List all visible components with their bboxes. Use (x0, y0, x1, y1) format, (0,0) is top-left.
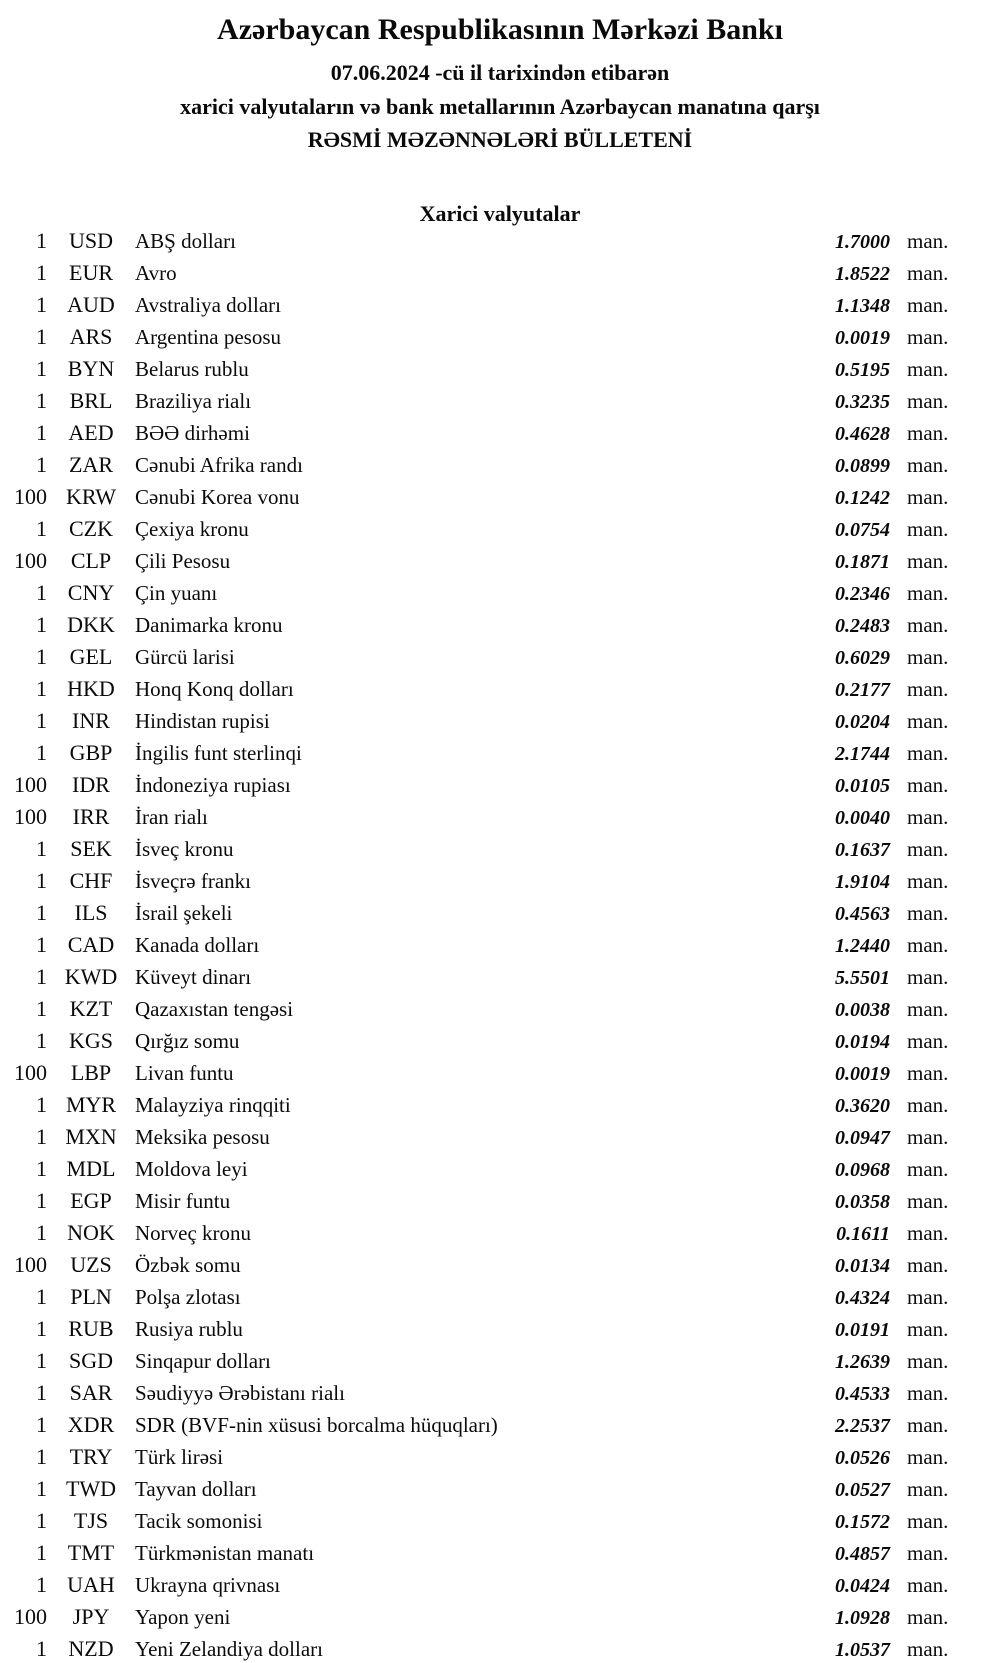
row-currency-name: Moldova leyi (135, 1157, 248, 1181)
row-currency-name: İran rialı (135, 805, 208, 829)
table-row (0, 1569, 1000, 1601)
row-currency-name: İsveçrə frankı (135, 869, 252, 893)
row-currency-name: Rusiya rublu (135, 1317, 243, 1341)
row-currency-code: CHF (69, 868, 113, 893)
table-row (0, 897, 1000, 929)
row-rate-value: 0.1611 (836, 1223, 890, 1245)
row-quantity: 1 (36, 676, 47, 701)
row-quantity: 1 (36, 900, 47, 925)
row-rate-unit: man. (907, 741, 949, 765)
row-currency-code: ILS (74, 900, 108, 925)
row-quantity: 1 (36, 612, 47, 637)
table-row (0, 609, 1000, 641)
row-currency-name: Braziliya rialı (135, 389, 252, 413)
row-rate-unit: man. (907, 1317, 949, 1341)
row-quantity: 1 (36, 1508, 47, 1533)
row-quantity: 100 (14, 1060, 47, 1085)
row-quantity: 1 (36, 836, 47, 861)
table-row (0, 1057, 1000, 1089)
row-quantity: 1 (36, 1156, 47, 1181)
row-currency-code: INR (72, 708, 110, 733)
row-rate-value: 1.8522 (835, 263, 890, 285)
row-currency-name: Qazaxıstan tengəsi (135, 997, 294, 1021)
row-rate-unit: man. (907, 485, 949, 509)
table-row (0, 1441, 1000, 1473)
effective-date-line: 07.06.2024 -cü il tarixindən etibarən (330, 60, 670, 85)
row-currency-code: AED (68, 420, 114, 445)
row-rate-value: 0.0134 (835, 1255, 890, 1277)
row-currency-name: Kanada dolları (135, 933, 260, 957)
row-rate-value: 0.0358 (835, 1191, 890, 1213)
row-rate-value: 0.0968 (835, 1159, 890, 1181)
row-quantity: 1 (36, 1412, 47, 1437)
row-currency-name: Misir funtu (135, 1189, 231, 1213)
row-rate-unit: man. (907, 869, 949, 893)
row-quantity: 1 (36, 1316, 47, 1341)
row-currency-code: KZT (69, 996, 113, 1021)
table-row (0, 1601, 1000, 1633)
row-currency-code: TRY (69, 1444, 113, 1469)
row-currency-code: NOK (67, 1220, 115, 1245)
row-rate-value: 0.0899 (835, 455, 890, 477)
row-rate-value: 2.2537 (835, 1415, 890, 1437)
row-quantity: 100 (14, 1252, 47, 1277)
row-currency-name: Küveyt dinarı (135, 965, 252, 989)
row-quantity: 1 (36, 708, 47, 733)
table-row (0, 1153, 1000, 1185)
row-currency-code: EUR (69, 260, 113, 285)
row-currency-name: İsveç kronu (135, 837, 234, 861)
table-row (0, 865, 1000, 897)
row-rate-value: 0.4628 (835, 423, 890, 445)
row-currency-name: Yeni Zelandiya dolları (135, 1637, 323, 1661)
row-currency-name: Cənubi Afrika randı (135, 453, 303, 477)
row-quantity: 1 (36, 292, 47, 317)
bulletin-title: RƏSMİ MƏZƏNNƏLƏRİ BÜLLETENİ (307, 127, 693, 152)
table-row (0, 993, 1000, 1025)
row-quantity: 100 (14, 548, 47, 573)
row-rate-unit: man. (907, 389, 949, 413)
page-title: Azərbaycan Respublikasının Mərkəzi Bankı (217, 13, 783, 46)
table-row (0, 577, 1000, 609)
row-currency-code: DKK (67, 612, 115, 637)
row-currency-name: Türk lirəsi (135, 1445, 224, 1469)
table-row (0, 1345, 1000, 1377)
row-rate-value: 0.1242 (835, 487, 890, 509)
row-quantity: 1 (36, 1220, 47, 1245)
row-quantity: 100 (14, 772, 47, 797)
table-row (0, 929, 1000, 961)
row-rate-value: 0.0194 (835, 1031, 890, 1053)
row-rate-value: 1.0928 (835, 1607, 890, 1629)
row-rate-unit: man. (907, 293, 949, 317)
row-rate-value: 0.0038 (835, 999, 890, 1021)
row-rate-unit: man. (907, 261, 949, 285)
row-currency-code: IDR (72, 772, 110, 797)
row-currency-name: Norveç kronu (135, 1221, 252, 1245)
row-currency-code: CZK (69, 516, 113, 541)
row-rate-unit: man. (907, 357, 949, 381)
row-currency-code: SGD (68, 1348, 113, 1373)
row-currency-code: ZAR (69, 452, 113, 477)
row-rate-value: 0.2346 (835, 583, 890, 605)
row-rate-value: 1.2440 (835, 935, 890, 957)
table-row (0, 1313, 1000, 1345)
row-rate-unit: man. (907, 901, 949, 925)
row-rate-unit: man. (907, 1445, 949, 1469)
table-row (0, 417, 1000, 449)
table-row (0, 257, 1000, 289)
row-currency-name: Malayziya rinqqiti (135, 1093, 291, 1117)
row-quantity: 1 (36, 1380, 47, 1405)
row-rate-unit: man. (907, 1541, 949, 1565)
row-rate-unit: man. (907, 1413, 949, 1437)
row-quantity: 1 (36, 1636, 47, 1661)
table-row (0, 449, 1000, 481)
table-row (0, 385, 1000, 417)
row-rate-value: 0.4324 (835, 1287, 890, 1309)
row-quantity: 1 (36, 932, 47, 957)
row-currency-code: KRW (65, 484, 117, 509)
table-row (0, 833, 1000, 865)
row-rate-unit: man. (907, 645, 949, 669)
row-quantity: 1 (36, 1348, 47, 1373)
row-rate-value: 0.0019 (835, 1063, 890, 1085)
row-currency-name: Livan funtu (135, 1061, 234, 1085)
row-rate-unit: man. (907, 997, 949, 1021)
row-currency-code: IRR (72, 804, 110, 829)
table-row (0, 1281, 1000, 1313)
row-rate-value: 0.1572 (835, 1511, 890, 1533)
row-rate-value: 1.0537 (835, 1639, 890, 1661)
row-quantity: 1 (36, 964, 47, 989)
row-rate-value: 0.1871 (835, 551, 890, 573)
row-currency-code: HKD (67, 676, 115, 701)
row-rate-value: 1.1348 (835, 295, 890, 317)
row-currency-name: Özbək somu (135, 1253, 241, 1277)
table-row (0, 961, 1000, 993)
table-row (0, 225, 1000, 257)
row-quantity: 1 (36, 324, 47, 349)
row-quantity: 1 (36, 516, 47, 541)
row-currency-code: MYR (65, 1092, 117, 1117)
row-currency-name: Tayvan dolları (135, 1477, 257, 1501)
row-currency-name: BƏƏ dirhəmi (135, 421, 250, 445)
row-currency-code: BYN (67, 356, 115, 381)
section-title-foreign-currencies: Xarici valyutalar (419, 201, 581, 226)
row-rate-unit: man. (907, 837, 949, 861)
subtitle-line: xarici valyutaların və bank metallarının Azərbaycan manatına qarşı (180, 94, 820, 119)
row-quantity: 1 (36, 868, 47, 893)
table-row (0, 1377, 1000, 1409)
row-rate-value: 0.0204 (835, 711, 890, 733)
row-rate-value: 0.0526 (835, 1447, 890, 1469)
row-quantity: 1 (36, 1476, 47, 1501)
row-quantity: 1 (36, 996, 47, 1021)
row-rate-unit: man. (907, 1381, 949, 1405)
table-row (0, 545, 1000, 577)
table-row (0, 1473, 1000, 1505)
table-row (0, 1537, 1000, 1569)
table-row (0, 1185, 1000, 1217)
row-currency-code: UZS (70, 1252, 112, 1277)
table-row (0, 737, 1000, 769)
row-rate-value: 0.4857 (835, 1543, 890, 1565)
row-currency-name: Hindistan rupisi (135, 709, 270, 733)
row-quantity: 1 (36, 1572, 47, 1597)
row-currency-name: Polşa zlotası (135, 1285, 241, 1309)
row-quantity: 1 (36, 420, 47, 445)
row-quantity: 1 (36, 644, 47, 669)
row-currency-code: XDR (67, 1412, 115, 1437)
row-quantity: 1 (36, 580, 47, 605)
row-rate-unit: man. (907, 613, 949, 637)
row-currency-code: SAR (69, 1380, 113, 1405)
row-currency-name: İndoneziya rupiası (135, 773, 291, 797)
table-row (0, 769, 1000, 801)
row-currency-name: Sinqapur dolları (135, 1349, 271, 1373)
row-rate-unit: man. (907, 517, 949, 541)
row-rate-unit: man. (907, 773, 949, 797)
row-rate-unit: man. (907, 1637, 949, 1661)
row-rate-unit: man. (907, 1573, 949, 1597)
row-rate-unit: man. (907, 709, 949, 733)
row-rate-unit: man. (907, 1093, 949, 1117)
row-quantity: 1 (36, 452, 47, 477)
table-row (0, 1633, 1000, 1663)
row-rate-value: 0.0019 (835, 327, 890, 349)
row-currency-name: Çin yuanı (135, 581, 218, 605)
row-rate-unit: man. (907, 229, 949, 253)
row-rate-value: 1.9104 (835, 871, 890, 893)
row-currency-name: Tacik somonisi (135, 1509, 263, 1533)
row-quantity: 1 (36, 356, 47, 381)
row-quantity: 1 (36, 228, 47, 253)
row-rate-value: 0.3235 (835, 391, 890, 413)
row-currency-name: Danimarka kronu (135, 613, 283, 637)
table-row (0, 1505, 1000, 1537)
row-rate-unit: man. (907, 1061, 949, 1085)
row-currency-name: Türkmənistan manatı (135, 1541, 315, 1565)
table-row (0, 1249, 1000, 1281)
row-quantity: 1 (36, 1028, 47, 1053)
row-currency-code: RUB (68, 1316, 114, 1341)
row-rate-value: 0.3620 (835, 1095, 890, 1117)
row-currency-name: Avstraliya dolları (135, 293, 281, 317)
row-currency-code: GEL (69, 644, 113, 669)
row-quantity: 1 (36, 1284, 47, 1309)
row-quantity: 1 (36, 740, 47, 765)
row-currency-name: Çexiya kronu (135, 517, 249, 541)
row-rate-value: 1.7000 (835, 231, 890, 253)
row-currency-code: CAD (67, 932, 115, 957)
row-currency-name: Avro (135, 261, 177, 285)
row-rate-value: 0.0754 (835, 519, 890, 541)
row-rate-unit: man. (907, 1477, 949, 1501)
row-quantity: 1 (36, 1188, 47, 1213)
row-currency-name: Argentina pesosu (135, 325, 282, 349)
row-rate-value: 0.0040 (835, 807, 890, 829)
row-quantity: 1 (36, 1124, 47, 1149)
row-currency-code: BRL (69, 388, 113, 413)
row-rate-value: 0.2177 (835, 679, 890, 701)
row-quantity: 1 (36, 260, 47, 285)
row-rate-unit: man. (907, 1157, 949, 1181)
row-currency-name: Qırğız somu (135, 1029, 240, 1053)
row-currency-name: SDR (BVF-nin xüsusi borcalma hüquqları) (135, 1413, 498, 1437)
row-currency-code: TJS (73, 1508, 109, 1533)
row-rate-unit: man. (907, 1253, 949, 1277)
row-quantity: 1 (36, 388, 47, 413)
row-rate-unit: man. (907, 1285, 949, 1309)
row-currency-code: EGP (70, 1188, 112, 1213)
row-currency-name: ABŞ dolları (135, 229, 236, 253)
table-row (0, 641, 1000, 673)
table-row (0, 353, 1000, 385)
row-rate-unit: man. (907, 805, 949, 829)
row-rate-value: 0.2483 (835, 615, 890, 637)
row-rate-value: 0.1637 (835, 839, 890, 861)
row-currency-code: CNY (67, 580, 115, 605)
row-rate-unit: man. (907, 1349, 949, 1373)
row-currency-code: MXN (65, 1124, 117, 1149)
row-rate-value: 0.5195 (835, 359, 890, 381)
row-rate-unit: man. (907, 1125, 949, 1149)
row-currency-name: Yapon yeni (135, 1605, 231, 1629)
table-row (0, 1025, 1000, 1057)
row-rate-unit: man. (907, 549, 949, 573)
table-row (0, 1121, 1000, 1153)
row-quantity: 1 (36, 1444, 47, 1469)
row-rate-value: 1.2639 (835, 1351, 890, 1373)
row-rate-unit: man. (907, 581, 949, 605)
row-rate-value: 5.5501 (835, 967, 890, 989)
row-rate-unit: man. (907, 453, 949, 477)
row-currency-code: UAH (67, 1572, 115, 1597)
row-quantity: 100 (14, 1604, 47, 1629)
row-currency-code: LBP (70, 1060, 112, 1085)
row-currency-name: Gürcü larisi (135, 645, 235, 669)
row-currency-code: KGS (68, 1028, 113, 1053)
table-row (0, 321, 1000, 353)
table-row (0, 481, 1000, 513)
row-rate-value: 0.6029 (835, 647, 890, 669)
row-currency-code: PLN (70, 1284, 112, 1309)
row-currency-name: Cənubi Korea vonu (135, 485, 300, 509)
table-row (0, 673, 1000, 705)
table-row (0, 513, 1000, 545)
row-currency-code: JPY (72, 1604, 110, 1629)
row-rate-value: 0.4533 (835, 1383, 890, 1405)
row-currency-name: Səudiyyə Ərəbistanı rialı (135, 1381, 345, 1405)
row-currency-name: Ukrayna qrivnası (135, 1573, 281, 1597)
row-currency-code: CLP (70, 548, 112, 573)
rates-table (0, 225, 1000, 1663)
row-rate-unit: man. (907, 1189, 949, 1213)
row-rate-value: 0.4563 (835, 903, 890, 925)
table-row (0, 801, 1000, 833)
row-currency-name: Çili Pesosu (135, 549, 231, 573)
row-currency-code: TMT (67, 1540, 115, 1565)
row-currency-code: SEK (70, 836, 112, 861)
table-row (0, 289, 1000, 321)
row-currency-name: Honq Konq dolları (135, 677, 294, 701)
row-rate-unit: man. (907, 325, 949, 349)
row-currency-code: USD (68, 228, 113, 253)
table-row (0, 1217, 1000, 1249)
row-currency-code: TWD (65, 1476, 117, 1501)
row-rate-unit: man. (907, 1029, 949, 1053)
row-rate-value: 0.0424 (835, 1575, 890, 1597)
row-rate-unit: man. (907, 1221, 949, 1245)
row-currency-code: KWD (64, 964, 118, 989)
row-rate-value: 0.0527 (835, 1479, 890, 1501)
row-rate-value: 0.0947 (835, 1127, 890, 1149)
row-currency-name: Belarus rublu (135, 357, 249, 381)
row-rate-unit: man. (907, 1605, 949, 1629)
row-rate-value: 0.0191 (835, 1319, 890, 1341)
row-rate-value: 0.0105 (835, 775, 890, 797)
row-quantity: 100 (14, 484, 47, 509)
row-quantity: 1 (36, 1540, 47, 1565)
row-rate-unit: man. (907, 677, 949, 701)
row-currency-name: İngilis funt sterlinqi (135, 741, 302, 765)
row-quantity: 1 (36, 1092, 47, 1117)
table-row (0, 1409, 1000, 1441)
row-currency-code: ARS (69, 324, 113, 349)
row-currency-code: NZD (68, 1636, 114, 1661)
row-currency-name: İsrail şekeli (135, 901, 233, 925)
row-currency-code: AUD (67, 292, 115, 317)
table-row (0, 705, 1000, 737)
row-currency-name: Meksika pesosu (135, 1125, 270, 1149)
row-quantity: 100 (14, 804, 47, 829)
row-rate-unit: man. (907, 933, 949, 957)
row-rate-unit: man. (907, 965, 949, 989)
row-currency-code: GBP (69, 740, 113, 765)
row-currency-code: MDL (66, 1156, 116, 1181)
row-rate-unit: man. (907, 421, 949, 445)
row-rate-value: 2.1744 (835, 743, 890, 765)
row-rate-unit: man. (907, 1509, 949, 1533)
table-row (0, 1089, 1000, 1121)
